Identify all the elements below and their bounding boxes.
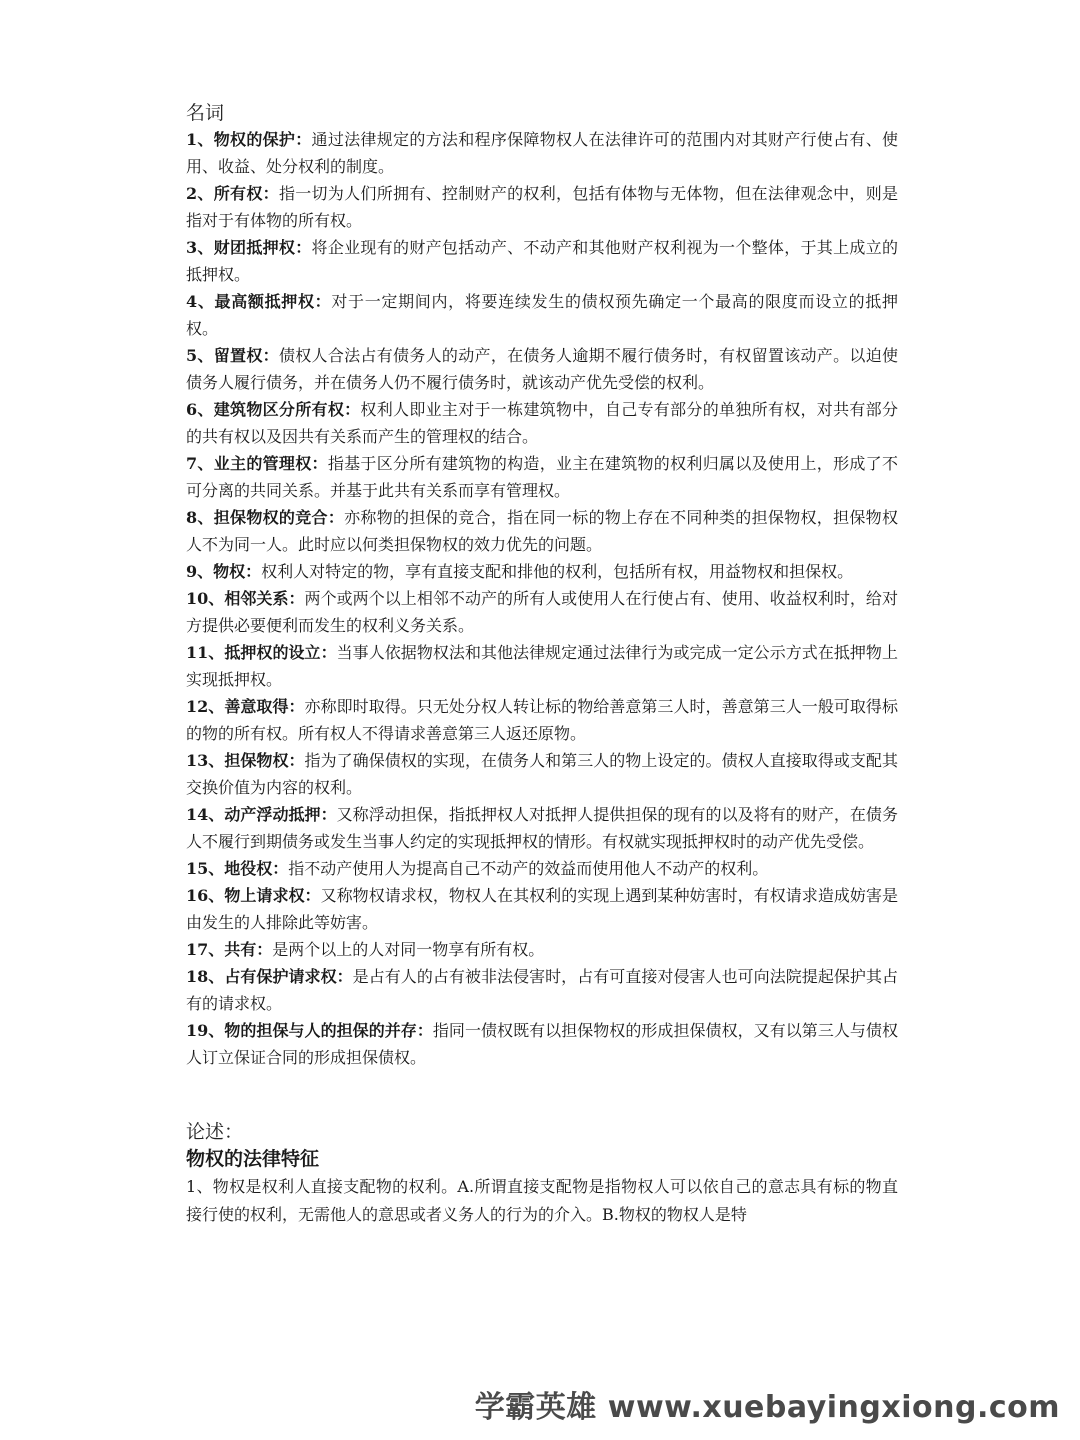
term-definition: 债权人合法占有债务人的动产，在债务人逾期不履行债务时，有权留置该动产。以迫使债务人履行债务，并在债务人仍不履行债务时，就该动产优先受偿的权利。 [186,346,898,392]
term-heading: 4、最高额抵押权： [186,292,332,311]
term-item [186,288,898,342]
term-definition: 两个或两个以上相邻不动产的所有人或使用人在行使占有、使用、收益权利时，给对方提供必要便利而发生的权利义务关系。 [186,589,898,635]
term-heading: 9、物权： [186,562,262,581]
term-heading: 10、相邻关系： [186,589,305,608]
term-heading: 11、抵押权的设立： [186,643,337,662]
term-item [186,126,898,180]
term-heading: 18、占有保护请求权： [186,967,353,986]
spacer [186,1071,898,1119]
term-item [186,396,898,450]
term-item [186,450,898,504]
term-definition: 又称浮动担保，指抵押权人对抵押人提供担保的现有的以及将有的财产，在债务人不履行到期债务或发生当事人约定的实现抵押权的情形。有权就实现抵押权时的动产优先受偿。 [186,805,898,851]
essay-heading: 物权的法律特征 [186,1148,320,1170]
term-definition: 指同一债权既有以担保物权的形成担保债权，又有以第三人与债权人订立保证合同的形成担保债权。 [186,1021,898,1067]
section-title-nouns: 名词 [186,102,225,124]
document-page [186,100,898,1229]
term-definition: 亦称即时取得。只无处分权人转让标的物给善意第三人时，善意第三人一般可取得标的物的所有权。所有权人不得请求善意第三人返还原物。 [186,697,898,743]
term-definition: 是占有人的占有被非法侵害时，占有可直接对侵害人也可向法院提起保护其占有的请求权。 [186,967,898,1013]
term-item [186,693,898,747]
term-definition: 权利人对特定的物，享有直接支配和排他的权利，包括所有权，用益物权和担保权。 [261,562,854,581]
term-definition: 将企业现有的财产包括动产、不动产和其他财产权利视为一个整体，于其上成立的抵押权。 [186,238,898,284]
term-heading: 12、善意取得： [186,697,305,716]
term-heading: 19、物的担保与人的担保的并存： [186,1021,433,1040]
term-item [186,855,898,882]
term-heading: 3、财团抵押权： [186,238,312,257]
watermark-logo-text: 学霸英雄 www.xuebayingxiong.com [474,1390,1060,1425]
term-item [186,558,898,585]
term-item [186,180,898,234]
term-definition: 亦称物的担保的竞合，指在同一标的物上存在不同种类的担保物权，担保物权人不为同一人。此时应以何类担保物权的效力优先的问题。 [186,508,898,554]
term-definition: 指不动产使用人为提高自己不动产的效益而使用他人不动产的权利。 [288,859,769,878]
essay-paragraph: 1、物权是权利人直接支配物的权利。A.所谓直接支配物是指物权人可以依自己的意志具有标的物直接行使的权利，无需他人的意思或者义务人的行为的介入。B.物权的物权人是特 [186,1177,898,1224]
term-heading: 17、共有： [186,940,273,959]
term-heading: 15、地役权： [186,859,289,878]
term-heading: 6、建筑物区分所有权： [186,400,361,419]
term-heading: 1、物权的保护： [186,130,312,149]
term-definition: 通过法律规定的方法和程序保障物权人在法律许可的范围内对其财产行使占有、使用、收益、处分权利的制度。 [186,130,898,176]
term-heading: 14、动产浮动抵押： [186,805,337,824]
term-item [186,936,898,963]
term-item [186,801,898,855]
term-item [186,882,898,936]
term-definition: 指为了确保债权的实现，在债务人和第三人的物上设定的。债权人直接取得或支配其交换价值为内容的权利。 [186,751,898,797]
section-title-essay: 论述： [186,1121,244,1143]
term-heading: 16、物上请求权： [186,886,321,905]
term-heading: 13、担保物权： [186,751,305,770]
term-definition: 权利人即业主对于一栋建筑物中，自己专有部分的单独所有权，对共有部分的共有权以及因共有关系而产生的管理权的结合。 [186,400,898,446]
term-heading: 5、留置权： [186,346,279,365]
term-item [186,639,898,693]
term-definition: 又称物权请求权，物权人在其权利的实现上遇到某种妨害时，有权请求造成妨害是由发生的人排除此等妨害。 [186,886,898,932]
term-item [186,585,898,639]
term-definition: 是两个以上的人对同一物享有所有权。 [272,940,545,959]
term-definition: 指一切为人们所拥有、控制财产的权利，包括有体物与无体物，但在法律观念中，则是指对于有体物的所有权。 [186,184,898,230]
term-item [186,342,898,396]
term-list [186,126,898,1071]
term-definition: 当事人依据物权法和其他法律规定通过法律行为或完成一定公示方式在抵押物上实现抵押权。 [186,643,898,689]
term-item [186,747,898,801]
term-heading: 8、担保物权的竞合： [186,508,345,527]
term-heading: 2、所有权： [186,184,279,203]
term-item [186,234,898,288]
term-item [186,504,898,558]
term-definition: 对于一定期间内，将要连续发生的债权预先确定一个最高的限度而设立的抵押权。 [186,292,898,338]
term-definition: 指基于区分所有建筑物的构造，业主在建筑物的权利归属以及使用上，形成了不可分离的共同关系。并基于此共有关系而享有管理权。 [186,454,898,500]
term-item [186,1017,898,1071]
term-heading: 7、业主的管理权： [186,454,328,473]
term-item [186,963,898,1017]
